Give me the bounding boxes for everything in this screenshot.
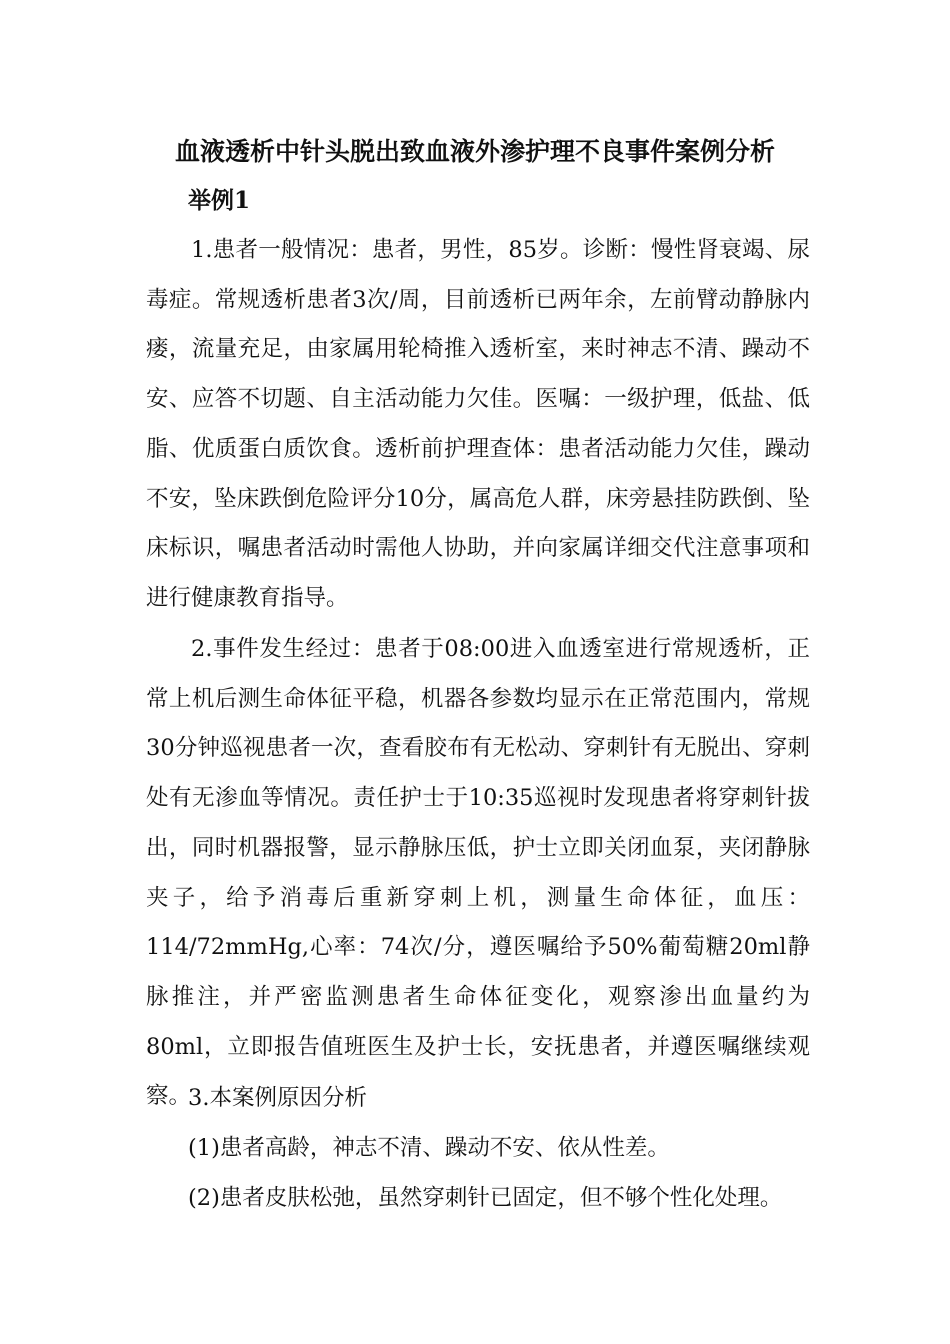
- cause-item-1: (1)患者高龄，神志不清、躁动不安、依从性差。: [188, 1135, 670, 1161]
- section-heading-cause-analysis: 3.本案例原因分析: [188, 1085, 367, 1111]
- paragraph-event-process: [146, 625, 810, 1122]
- cause-item-2: (2)患者皮肤松弛，虽然穿刺针已固定，但不够个性化处理。: [188, 1185, 783, 1211]
- document-title: 血液透析中针头脱出致血液外渗护理不良事件案例分析: [174, 137, 775, 166]
- paragraph-text: 1.患者一般情况：患者，男性，85岁。诊断：慢性肾衰竭、尿毒症。常规透析患者3次/周，目前透析已两年余，左前臂动静脉内瘘，流量充足，由家属用轮椅推入透析室，来时神志不清、躁动不安、应答不切题、自主活动能力欠佳。医嘱：一级护理，低盐、低脂、优质蛋白质饮食。透析前护理查体：患者活动能力欠佳，躁动不安，坠床跌倒危险评分10分，属高危人群，床旁悬挂防跌倒、坠床标识，嘱患者活动时需他人协助，并向家属详细交代注意事项和进行健康教育指导。: [146, 237, 810, 611]
- paragraph-patient-info: [146, 226, 810, 624]
- case-label: 举例1: [188, 187, 251, 214]
- paragraph-text: 2.事件发生经过：患者于08:00进入血透室进行常规透析，正常上机后测生命体征平稳，机器各参数均显示在正常范围内，常规30分钟巡视患者一次，查看胶布有无松动、穿刺针有无脱出、穿刺处有无渗血等情况。责任护士于10:35巡视时发现患者将穿刺针拔出，同时机器报警，显示静脉压低，护士立即关闭血泵，夹闭静脉夹子，给予消毒后重新穿刺上机，测量生命体征，血压：114/72mmHg,心率：74次/分，遵医嘱给予50%葡萄糖20ml静脉推注，并严密监测患者生命体征变化，观察渗出血量约为80ml，立即报告值班医生及护士长，安抚患者，并遵医嘱继续观察。: [146, 636, 810, 1110]
